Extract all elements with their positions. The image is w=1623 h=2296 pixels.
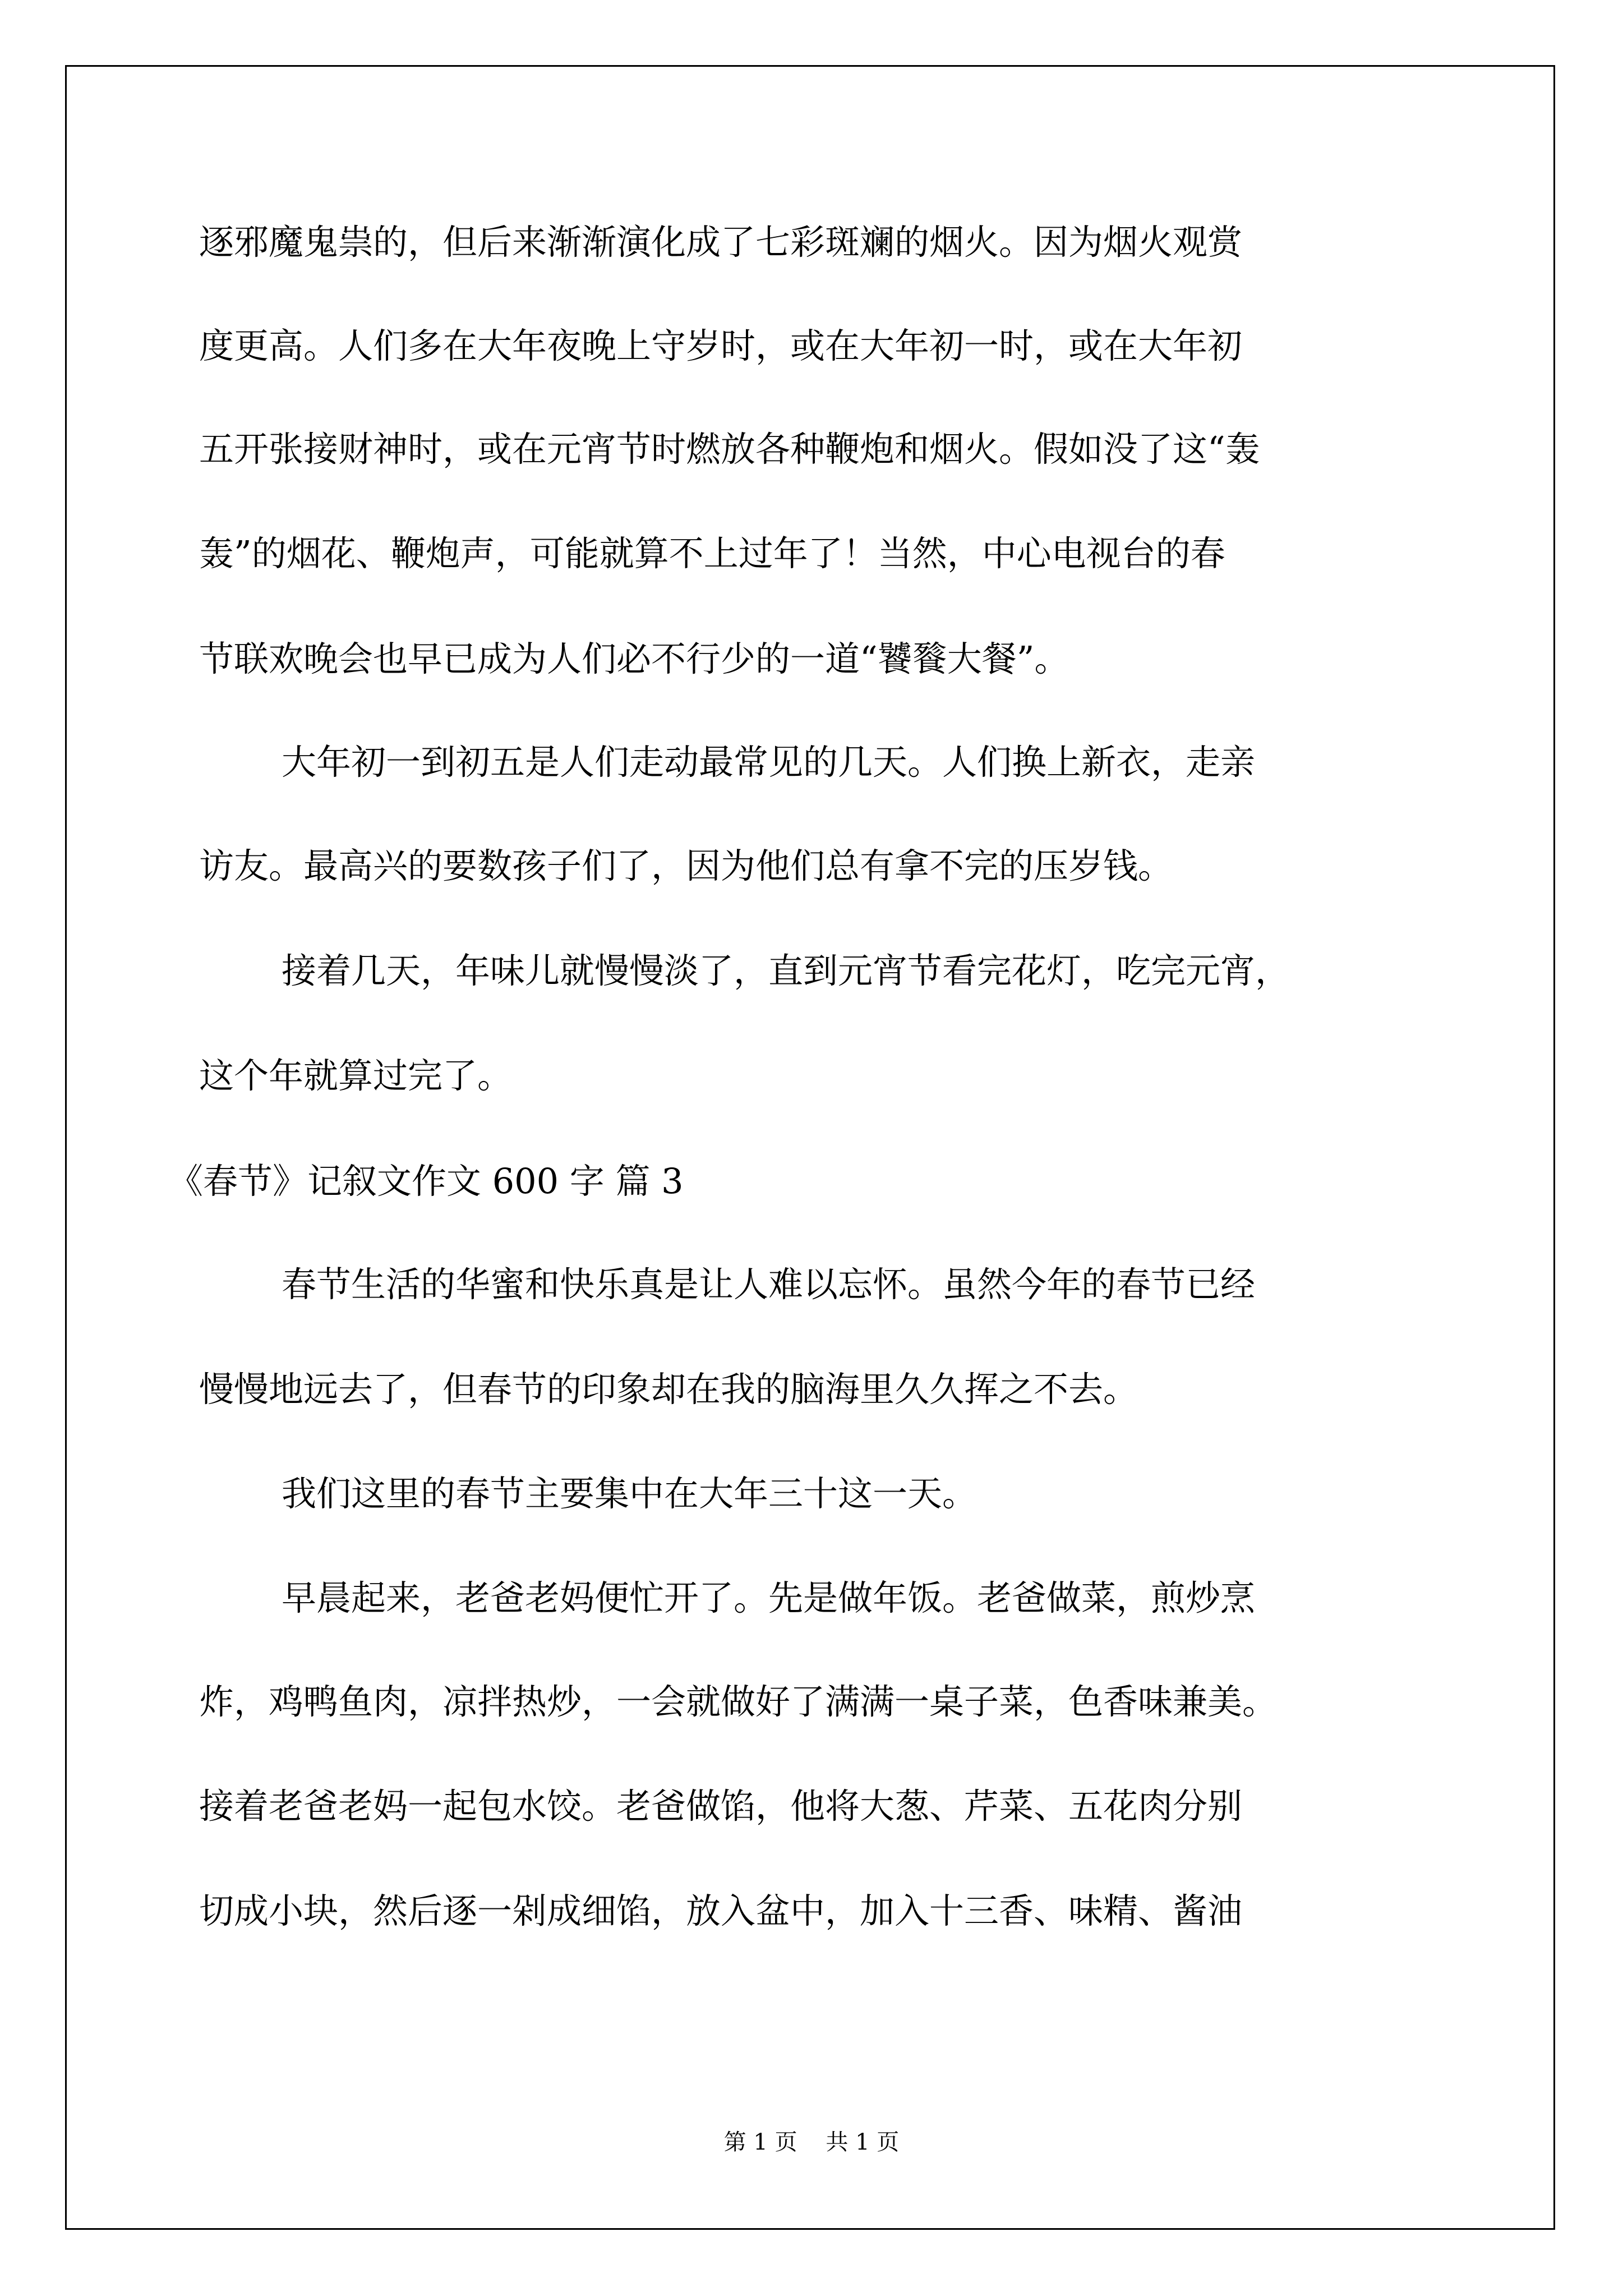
text-line: 这个年就算过完了。 <box>199 1055 513 1096</box>
paragraph-first-line: 接着几天，年味儿就慢慢淡了，直到元宵节看完花灯，吃完元宵， <box>282 950 1290 991</box>
paragraph-first-line: 大年初一到初五是人们走动最常见的几天。人们换上新衣，走亲 <box>282 742 1256 783</box>
text-line: 接着老爸老妈一起包水饺。老爸做馅，他将大葱、芹菜、五花肉分别 <box>199 1786 1243 1826</box>
paragraph-first-line: 春节生活的华蜜和快乐真是让人难以忘怀。虽然今年的春节已经 <box>282 1264 1256 1305</box>
text-line: 轰”的烟花、鞭炮声，可能就算不上过年了！当然，中心电视台的春 <box>199 533 1225 574</box>
text-line: 逐邪魔鬼祟的，但后来渐渐演化成了七彩斑斓的烟火。因为烟火观赏 <box>199 222 1243 263</box>
text-line: 五开张接财神时，或在元宵节时燃放各种鞭炮和烟火。假如没了这“轰 <box>199 429 1260 470</box>
text-line: 度更高。人们多在大年夜晚上守岁时，或在大年初一时，或在大年初 <box>199 325 1243 366</box>
paragraph-first-line: 早晨起来，老爸老妈便忙开了。先是做年饭。老爸做菜，煎炒烹 <box>282 1577 1256 1618</box>
page-number-footer: 第 1 页 共 1 页 <box>723 2129 900 2155</box>
text-line: 访友。最高兴的要数孩子们了，因为他们总有拿不完的压岁钱。 <box>199 845 1173 886</box>
paragraph-first-line: 我们这里的春节主要集中在大年三十这一天。 <box>282 1473 978 1514</box>
section-heading: 《春节》记叙文作文 600 字 篇 3 <box>168 1161 684 1202</box>
text-line: 节联欢晚会也早已成为人们必不行少的一道“饕餮大餐”。 <box>199 638 1069 679</box>
text-line: 炸，鸡鸭鱼肉，凉拌热炒，一会就做好了满满一桌子菜，色香味兼美。 <box>199 1681 1278 1722</box>
text-line: 切成小块，然后逐一剁成细馅，放入盆中，加入十三香、味精、酱油 <box>199 1890 1243 1931</box>
text-line: 慢慢地远去了，但春节的印象却在我的脑海里久久挥之不去。 <box>199 1369 1138 1410</box>
